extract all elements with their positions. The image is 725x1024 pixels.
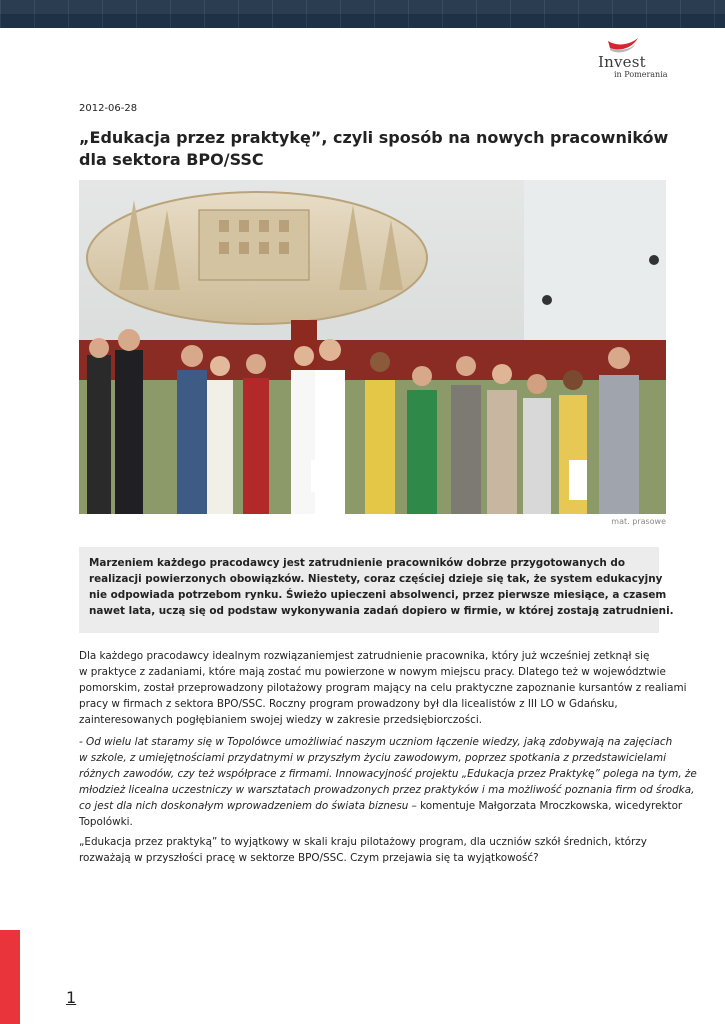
article-date: 2012-06-28: [79, 103, 138, 114]
logo-subtitle: in Pomerania: [614, 70, 668, 79]
paragraph-line: zainteresowanych pogłębianiem swojej wiedzy w zakresie przedsiębiorczości.: [79, 714, 483, 726]
logo-wordmark: Invest: [598, 53, 646, 71]
page-number: 1: [66, 988, 77, 1007]
quote-attribution: – komentuje Małgorzata Mroczkowska, wicedyrektor: [408, 800, 683, 812]
article-title: „Edukacja przez praktykę”, czyli sposób na nowych pracowników dla sektora BPO/SSC: [79, 128, 669, 169]
paragraph-line: pomorskim, został przeprowadzony pilotażowy program mający na celu praktyczne zapoznanie kursantów z realiami: [79, 682, 687, 694]
quote-line: - Od wielu lat staramy się w Topolówce umożliwiać naszym uczniom łączenie wiedzy, jaką zdobywają na zajęciach: [79, 736, 673, 748]
paragraph-line: Dla każdego pracodawcy idealnym rozwiązaniemjest zatrudnienie pracownika, który już wcześniej zetknął się: [79, 650, 650, 662]
top-banner: [0, 0, 725, 28]
lead-line: Marzeniem każdego pracodawcy jest zatrudnienie pracowników dobrze przygotowanych do: [89, 557, 625, 569]
quote-line: różnych zawodów, czy też współprace z firmami. Innowacyjność projektu „Edukacja przez Praktykę” polega na tym, że: [79, 768, 697, 780]
red-accent-bar: [0, 930, 20, 1024]
invest-in-pomerania-logo: [596, 36, 670, 82]
lead-line: nawet lata, uczą się od podstaw wykonywania zadań dopiero w firmie, w której zostają zatrudnieni.: [89, 605, 674, 617]
article-paragraph-2-quote: [79, 734, 697, 830]
lead-line: nie odpowiada potrzebom rynku. Świeżo upieczeni absolwenci, przez pierwsze miesiące, a czasem: [89, 589, 667, 601]
quote-line: młodzież licealna uczestniczy w warsztatach prowadzonych przez praktyków i ma możliwość poznania firm od środka,: [79, 784, 695, 796]
quote-end: co jest dla nich doskonałym wprowadzeniem do świata biznesu: [79, 800, 409, 812]
paragraph-line: rozważają w przyszłości pracę w sektorze BPO/SSC. Czym przejawia się ta wyjątkowość?: [79, 852, 539, 864]
photo-caption: mat. prasowe: [611, 517, 666, 526]
logo-swoosh-icon: [606, 36, 640, 54]
quote-attribution-line: [79, 798, 683, 814]
lead-line: realizacji powierzonych obowiązków. Niestety, coraz częściej dzieje się tak, że system edukacyjny: [89, 573, 663, 585]
paragraph-line: pracy w firmach z sektora BPO/SSC. Roczny program prowadzony był dla licealistów z III LO w Gdańsku,: [79, 698, 618, 710]
article-paragraph-1: [79, 648, 687, 728]
article-paragraph-3: [79, 834, 669, 866]
quote-attribution-tail: Topolówki.: [79, 816, 133, 828]
paragraph-line: „Edukacja przez praktyką” to wyjątkowy w skali kraju pilotażowy program, dla uczniów szkół średnich, którzy: [79, 836, 647, 848]
group-photo-illustration: [79, 180, 666, 514]
quote-line: w szkole, z umiejętnościami przydatnymi w przyszłym życiu zawodowym, poprzez spotkania z przedstawicielami: [79, 752, 666, 764]
article-photo: [79, 180, 666, 514]
article-lead-box: [79, 547, 674, 633]
paragraph-line: w praktyce z zadaniami, które mają zostać mu powierzone w nowym miejscu pracy. Dlatego też w województwie: [79, 666, 666, 678]
